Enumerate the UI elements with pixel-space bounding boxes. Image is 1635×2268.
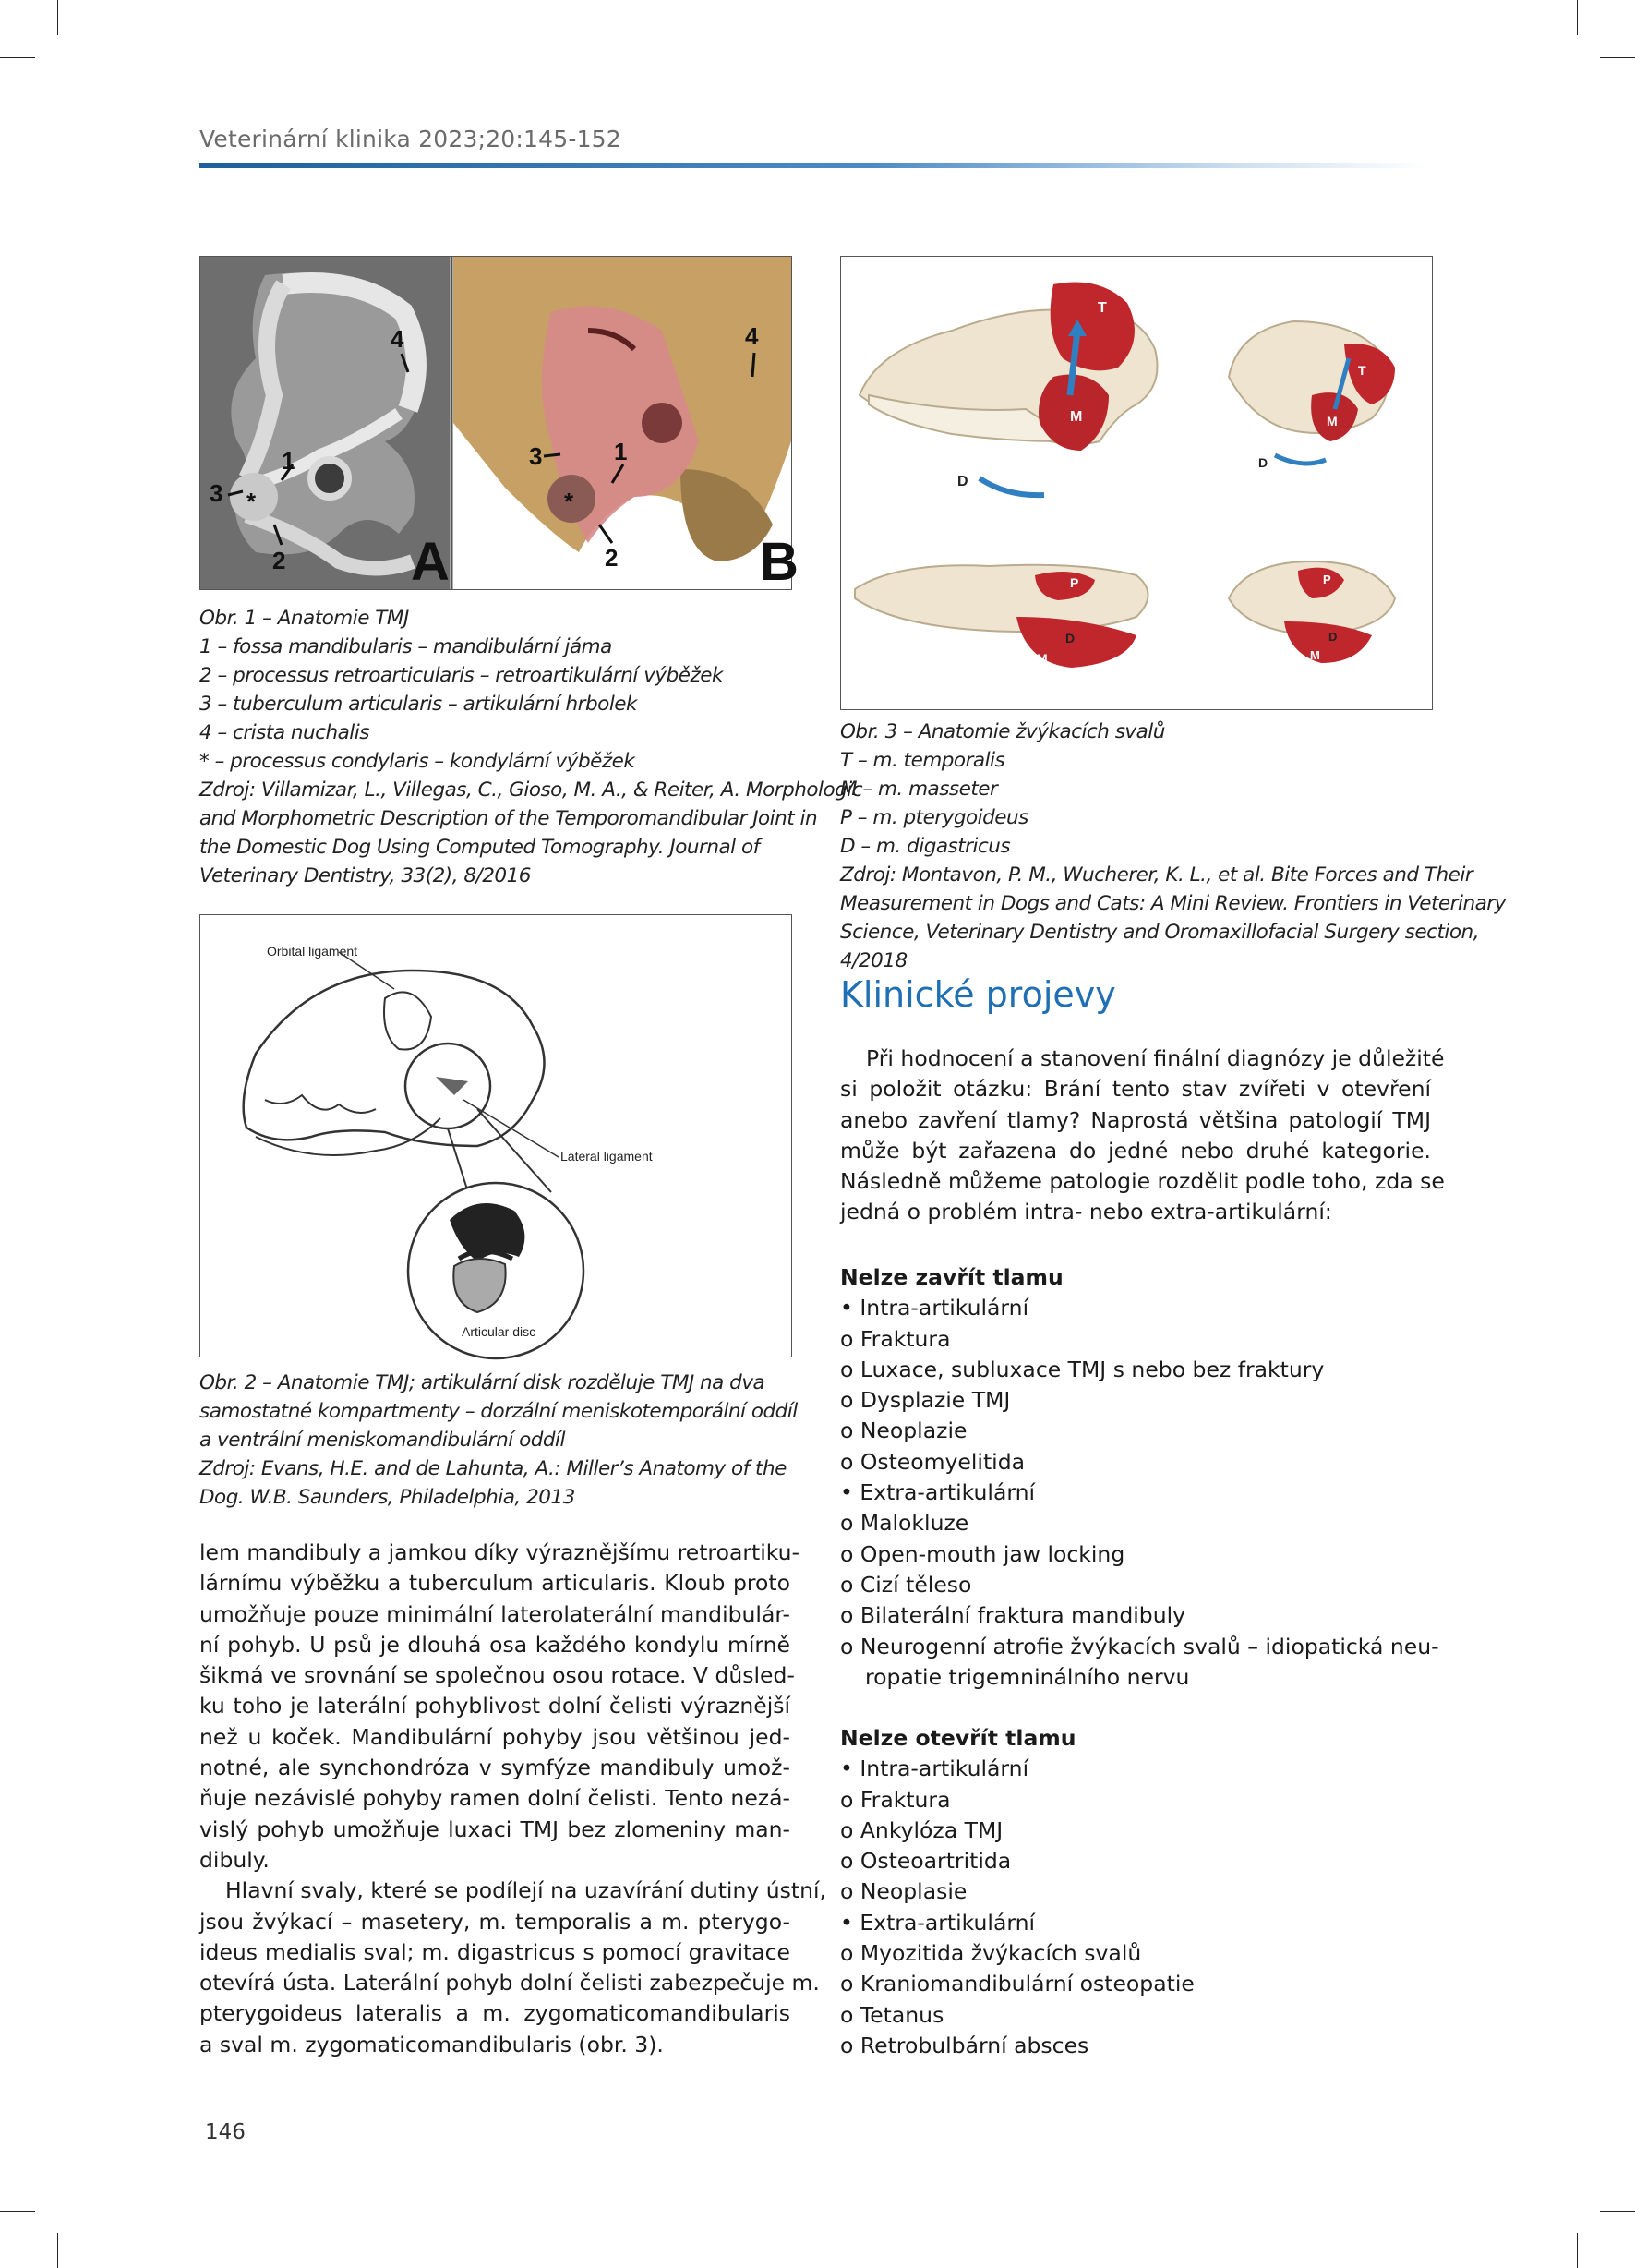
journal-header: Veterinární klinika 2023;20:145-152 bbox=[199, 126, 621, 152]
marker-4-b: 4 bbox=[745, 322, 759, 350]
list-heading: Nelze zavřít tlamu bbox=[840, 1264, 1064, 1290]
caption-line: Zdroj: Evans, H.E. and de Lahunta, A.: Miller’s Anatomy of the bbox=[199, 1457, 787, 1480]
list-item: o Bilaterální fraktura mandibuly bbox=[840, 1602, 1186, 1629]
caption-line: 4/2018 bbox=[840, 949, 908, 972]
orbital-ligament-label: Orbital ligament bbox=[267, 944, 358, 959]
panel-b-label: B bbox=[760, 532, 799, 592]
figure-3-image bbox=[840, 256, 1433, 710]
crop-mark bbox=[57, 2233, 58, 2268]
body-line: umožňuje pouze minimální laterolaterální mandibulár- bbox=[199, 1600, 790, 1627]
caption-line: and Morphometric Description of the Temporomandibular Joint in bbox=[199, 807, 818, 830]
label-m-cat-ventral: M bbox=[1310, 648, 1320, 662]
label-d-dog: D bbox=[957, 474, 968, 489]
list-heading: Nelze otevřít tlamu bbox=[840, 1725, 1076, 1751]
list-item: • Intra-artikulární bbox=[840, 1295, 1029, 1321]
body-line: a sval m. zygomaticomandibularis (obr. 3). bbox=[199, 2031, 664, 2057]
cat-arrow-down bbox=[1275, 455, 1326, 464]
marker-4-a: 4 bbox=[391, 325, 404, 353]
panel-a-label: A bbox=[411, 532, 450, 592]
header-rule bbox=[199, 163, 1427, 168]
label-t-cat: T bbox=[1358, 363, 1366, 378]
ear-opening bbox=[642, 403, 682, 443]
body-line: anebo zavření tlamy? Naprostá většina patologií TMJ bbox=[840, 1106, 1431, 1133]
caption-line: Dog. W.B. Saunders, Philadelphia, 2013 bbox=[199, 1486, 575, 1509]
list-item: o Open-mouth jaw locking bbox=[840, 1540, 1125, 1567]
list-item: o Ankylóza TMJ bbox=[840, 1816, 1004, 1843]
caption-line: Zdroj: Montavon, P. M., Wucherer, K. L., et al. Bite Forces and Their bbox=[840, 863, 1473, 887]
caption-line: Science, Veterinary Dentistry and Oromaxillofacial Surgery section, bbox=[840, 921, 1479, 944]
marker-2-a: 2 bbox=[272, 547, 286, 574]
list-item: o Myozitida žvýkacích svalů bbox=[840, 1940, 1142, 1967]
label-p-dog: P bbox=[1070, 575, 1079, 590]
body-line: si položit otázku: Brání tento stav zvířeti v otevření bbox=[840, 1076, 1431, 1103]
section-intro bbox=[840, 1044, 1445, 1228]
label-d-cat: D bbox=[1258, 455, 1268, 470]
list-item: o Fraktura bbox=[840, 1325, 951, 1352]
list-item: o Tetanus bbox=[840, 2001, 944, 2028]
body-line: jsou žvýkací – masetery, m. temporalis a m. pterygo- bbox=[199, 1908, 790, 1935]
label-p-cat: P bbox=[1323, 573, 1331, 586]
list-item: • Intra-artikulární bbox=[840, 1755, 1029, 1782]
caption-line: * – processus condylaris – kondylární výběžek bbox=[199, 750, 635, 773]
caption-line: D – m. digastricus bbox=[840, 835, 1011, 858]
crop-mark bbox=[1600, 57, 1635, 58]
list-item: o Neoplasie bbox=[840, 1878, 968, 1905]
crop-mark bbox=[57, 0, 58, 35]
body-line: lárnímu výběžku a tuberculum articularis. Kloub proto bbox=[199, 1570, 790, 1597]
zoom-line bbox=[448, 1128, 468, 1192]
caption-line: M – m. masseter bbox=[840, 778, 998, 801]
body-line: pterygoideus lateralis a m. zygomaticomandibularis bbox=[199, 2000, 790, 2027]
lateral-ligament-shape bbox=[436, 1077, 468, 1095]
articular-disc-label: Articular disc bbox=[462, 1324, 536, 1339]
figure-1-svg bbox=[200, 257, 799, 592]
list-item: o Neurogenní atrofie žvýkacích svalů – idiopatická neu- bbox=[840, 1633, 1439, 1659]
caption-line: 1 – fossa mandibularis – mandibulární jáma bbox=[199, 635, 612, 658]
lateral-ligament-label: Lateral ligament bbox=[560, 1149, 653, 1164]
figure-1-caption bbox=[199, 604, 862, 890]
list-item: o Neoplazie bbox=[840, 1418, 968, 1444]
list-item: • Extra-artikulární bbox=[840, 1479, 1036, 1506]
body-line: jedná o problém intra- nebo extra-artikulární: bbox=[840, 1199, 1332, 1225]
body-line: šikmá ve srovnání se společnou osou rotace. V důsled- bbox=[199, 1662, 795, 1689]
left-body-text bbox=[199, 1538, 826, 2060]
list-item: o Cizí těleso bbox=[840, 1571, 972, 1598]
body-line: lem mandibuly a jamkou díky výraznějšímu retroartiku- bbox=[199, 1539, 800, 1565]
label-t-dog: T bbox=[1098, 300, 1107, 316]
section-heading: Klinické projevy bbox=[840, 974, 1116, 1015]
marker-3-a: 3 bbox=[210, 479, 223, 507]
body-line: vislý pohyb umožňuje luxaci TMJ bez zlomeniny man- bbox=[199, 1816, 790, 1842]
list-item: o Osteoartritida bbox=[840, 1848, 1012, 1875]
body-line: může být zařazena do jedné nebo druhé kategorie. bbox=[840, 1137, 1431, 1164]
caption-line: Obr. 3 – Anatomie žvýkacích svalů bbox=[840, 720, 1165, 743]
list-item: o Luxace, subluxace TMJ s nebo bez fraktury bbox=[840, 1356, 1325, 1382]
list-item: o Osteomyelitida bbox=[840, 1448, 1026, 1475]
caption-line: the Domestic Dog Using Computed Tomography. Journal of bbox=[199, 836, 760, 859]
label-m-cat: M bbox=[1327, 414, 1338, 428]
page-number: 146 bbox=[205, 2120, 246, 2144]
list-item: o Malokluze bbox=[840, 1510, 969, 1537]
dog-arrow-down bbox=[980, 478, 1044, 495]
skull-outline bbox=[244, 971, 545, 1146]
list-item: o Fraktura bbox=[840, 1786, 951, 1813]
figure-2-svg bbox=[200, 915, 791, 1357]
body-line: než u koček. Mandibulární pohyby jsou většinou jed- bbox=[199, 1723, 790, 1750]
list-item: o Dysplazie TMJ bbox=[840, 1387, 1011, 1414]
cannot-open-list bbox=[840, 1723, 1195, 2061]
mandible-outline bbox=[256, 1118, 440, 1155]
crop-mark bbox=[1577, 2233, 1578, 2268]
body-line: notné, ale synchondróza v symfýze mandibuly umož- bbox=[199, 1755, 790, 1781]
body-line: ní pohyb. U psů je dlouhá osa každého kondylu mírně bbox=[199, 1631, 790, 1658]
dog-digastricus-ventral bbox=[1016, 617, 1136, 668]
body-line: Následně můžeme patologie rozdělit podle toho, zda se bbox=[840, 1168, 1445, 1195]
marker-star-b: * bbox=[564, 488, 574, 515]
orbit-outline bbox=[384, 992, 431, 1049]
label-m-dog-ventral: M bbox=[1037, 651, 1048, 666]
caption-line: samostatné kompartmenty – dorzální meniskotemporální oddíl bbox=[199, 1400, 798, 1423]
label-leader bbox=[339, 952, 394, 989]
caption-line: Measurement in Dogs and Cats: A Mini Review. Frontiers in Veterinary bbox=[840, 892, 1506, 915]
caption-line: P – m. pterygoideus bbox=[840, 806, 1028, 829]
marker-1-b: 1 bbox=[614, 438, 628, 465]
crop-mark bbox=[1577, 0, 1578, 35]
ct-ear-canal bbox=[311, 460, 348, 497]
body-line: ku toho je laterální pohyblivost dolní čelisti výraznější bbox=[199, 1693, 790, 1719]
figure-2-caption bbox=[199, 1369, 798, 1512]
caption-line: Obr. 2 – Anatomie TMJ; artikulární disk rozděluje TMJ na dva bbox=[199, 1371, 765, 1394]
caption-line: Zdroj: Villamizar, L., Villegas, C., Gioso, M. A., & Reiter, A. Morphologic bbox=[199, 778, 863, 802]
figure-1-image bbox=[199, 256, 799, 592]
body-line: Hlavní svaly, které se podílejí na uzavírání dutiny ústní, bbox=[225, 1877, 826, 1904]
dog-temporalis bbox=[1051, 283, 1135, 371]
caption-line: 2 – processus retroarticularis – retroartikulární výběžek bbox=[199, 664, 723, 687]
caption-line: 3 – tuberculum articularis – artikulární hrbolek bbox=[199, 693, 637, 716]
list-item: o Kraniomandibulární osteopatie bbox=[840, 1971, 1195, 1997]
figure-2-image bbox=[199, 914, 792, 1357]
arrow-4-b bbox=[752, 353, 754, 377]
caption-line: 4 – crista nuchalis bbox=[199, 721, 369, 744]
caption-line: Veterinary Dentistry, 33(2), 8/2016 bbox=[199, 864, 531, 887]
marker-1-a: 1 bbox=[282, 447, 295, 475]
label-m-dog: M bbox=[1070, 409, 1083, 425]
body-line: ideus medialis sval; m. digastricus s pomocí gravitace bbox=[199, 1938, 790, 1965]
body-line: dibuly. bbox=[199, 1846, 270, 1873]
label-leader bbox=[463, 1100, 559, 1157]
arrow-3-b bbox=[544, 454, 560, 456]
teeth-row bbox=[265, 1095, 376, 1113]
list-item: • Extra-artikulární bbox=[840, 1909, 1036, 1936]
marker-star-a: * bbox=[246, 488, 257, 515]
list-item: o Retrobulbární absces bbox=[840, 2032, 1089, 2058]
caption-line: Obr. 1 – Anatomie TMJ bbox=[199, 607, 409, 630]
cannot-close-list bbox=[840, 1262, 1439, 1693]
label-d-dog-ventral: D bbox=[1065, 631, 1076, 645]
caption-line: T – m. temporalis bbox=[840, 749, 1005, 772]
marker-2-b: 2 bbox=[605, 544, 619, 572]
dog-skull-ventral bbox=[855, 565, 1148, 632]
zoom-line bbox=[477, 1109, 551, 1192]
caption-line: a ventrální meniskomandibulární oddíl bbox=[199, 1429, 565, 1452]
marker-3-b: 3 bbox=[529, 442, 543, 470]
figure-3-svg bbox=[841, 257, 1432, 709]
crop-mark bbox=[0, 57, 35, 58]
list-item: ropatie trigemninálního nervu bbox=[865, 1663, 1190, 1690]
label-d-cat-ventral: D bbox=[1328, 630, 1338, 644]
figure-3-caption bbox=[840, 718, 1506, 975]
body-line: Při hodnocení a stanovení finální diagnózy je důležité bbox=[866, 1045, 1445, 1071]
body-line: otevírá ústa. Laterální pohyb dolní čelisti zabezpečuje m. bbox=[199, 1970, 820, 1997]
crop-mark bbox=[0, 2211, 35, 2212]
body-line: ňuje nezávislé pohyby ramen dolní čelisti. Tento nezá- bbox=[199, 1785, 790, 1812]
crop-mark bbox=[1600, 2211, 1635, 2212]
